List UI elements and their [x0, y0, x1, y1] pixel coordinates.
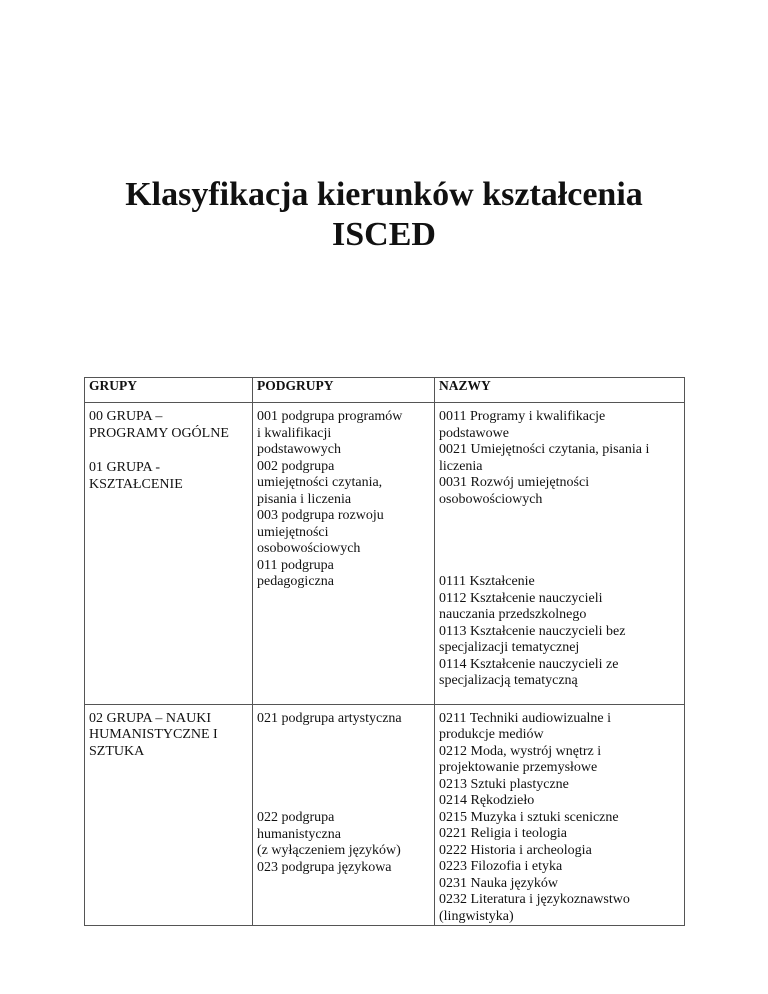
cell-line: 022 podgrupa [257, 810, 335, 825]
podgrupa-021 [257, 711, 431, 728]
header-grupy: GRUPY [85, 378, 253, 403]
cell-line: 0215 Muzyka i sztuki sceniczne [439, 809, 619, 825]
cell-line: 0212 Moda, wystrój wnętrz i [439, 743, 602, 759]
cell-line: i kwalifikacji [257, 425, 332, 441]
podgrupa-022 [257, 810, 431, 860]
cell-line: 0114 Kształcenie nauczycieli ze [439, 656, 619, 672]
cell-line: pedagogiczna [257, 574, 334, 589]
cell-line: pisania i liczenia [257, 491, 352, 507]
table-header-row [85, 378, 685, 403]
grupy-cell-02 [85, 704, 253, 926]
grupa-01 [89, 460, 249, 493]
cell-line: 0223 Filozofia i etyka [439, 859, 563, 874]
cell-line: 02 GRUPA – NAUKI [89, 710, 212, 726]
cell-line: 0112 Kształcenie nauczycieli [439, 590, 603, 606]
cell-line: 0113 Kształcenie nauczycieli bez [439, 623, 626, 639]
document-title [0, 175, 768, 255]
cell-line: (z wyłączeniem języków) [257, 843, 401, 858]
header-podgrupy: PODGRUPY [253, 378, 435, 403]
cell-line: 0021 Umiejętności czytania, pisania i [439, 442, 650, 457]
grupa-02 [89, 711, 249, 761]
cell-line: 003 podgrupa rozwoju [257, 508, 384, 523]
cell-line: 0031 Rozwój umiejętności [439, 475, 590, 490]
cell-line: 0111 Kształcenie [439, 574, 535, 589]
cell-line: 00 GRUPA – [89, 409, 163, 424]
cell-line: osobowościowych [439, 491, 543, 507]
grupa-00 [89, 409, 249, 442]
cell-line: specjalizacją tematyczną [439, 673, 578, 688]
cell-line: 0232 Literatura i językoznawstwo [439, 892, 630, 907]
podgrupa-023 [257, 860, 431, 877]
nazwy-cell-02 [435, 704, 685, 926]
title-line-1: Klasyfikacja kierunków kształcenia [125, 176, 643, 213]
cell-line: liczenia [439, 458, 483, 474]
cell-line: umiejętności [257, 524, 329, 540]
cell-line: KSZTAŁCENIE [89, 476, 183, 492]
nazwy-022 [439, 826, 681, 876]
cell-line: 01 GRUPA - [89, 460, 161, 475]
cell-line: SZTUKA [89, 743, 145, 759]
table-row [85, 403, 685, 705]
cell-line: specjalizacji tematycznej [439, 640, 580, 655]
isced-classification-table [84, 377, 685, 926]
nazwy-023 [439, 876, 681, 926]
podgrupy-cell-00-01 [253, 403, 435, 705]
cell-line: 0221 Religia i teologia [439, 826, 567, 841]
cell-line: umiejętności czytania, [257, 475, 383, 490]
cell-line: osobowościowych [257, 541, 361, 556]
cell-line: podstawowe [439, 425, 509, 441]
podgrupy-cell-02 [253, 704, 435, 926]
cell-line: 0211 Techniki audiowizualne i [439, 710, 612, 726]
cell-line: 011 podgrupa [257, 557, 334, 573]
nazwy-021 [439, 711, 681, 827]
cell-line: humanistyczna [257, 826, 341, 842]
cell-line: nauczania przedszkolnego [439, 607, 587, 622]
cell-line: HUMANISTYCZNE I [89, 727, 218, 742]
cell-line: PROGRAMY OGÓLNE [89, 425, 229, 441]
cell-line: 0011 Programy i kwalifikacje [439, 409, 606, 424]
cell-line: 0213 Sztuki plastyczne [439, 776, 569, 792]
nazwy-cell-00-01 [435, 403, 685, 705]
cell-line: 023 podgrupa językowa [257, 859, 392, 875]
cell-line: 0214 Rękodzieło [439, 793, 535, 808]
grupy-cell-00-01 [85, 403, 253, 705]
cell-line: produkcje mediów [439, 727, 544, 742]
cell-line: 001 podgrupa programów [257, 409, 403, 424]
table-row [85, 704, 685, 926]
cell-line: 0222 Historia i archeologia [439, 842, 592, 858]
podgrupa-00 [257, 409, 431, 558]
nazwy-01 [439, 574, 681, 690]
cell-line: (lingwistyka) [439, 908, 514, 924]
cell-line: projektowanie przemysłowe [439, 760, 598, 775]
cell-line: podstawowych [257, 442, 341, 457]
cell-line: 002 podgrupa [257, 458, 335, 474]
cell-line: 021 podgrupa artystyczna [257, 710, 402, 726]
title-line-2: ISCED [332, 216, 436, 253]
cell-line: 0231 Nauka języków [439, 875, 558, 891]
podgrupa-01 [257, 558, 431, 591]
nazwy-00 [439, 409, 681, 508]
header-nazwy: NAZWY [435, 378, 685, 403]
